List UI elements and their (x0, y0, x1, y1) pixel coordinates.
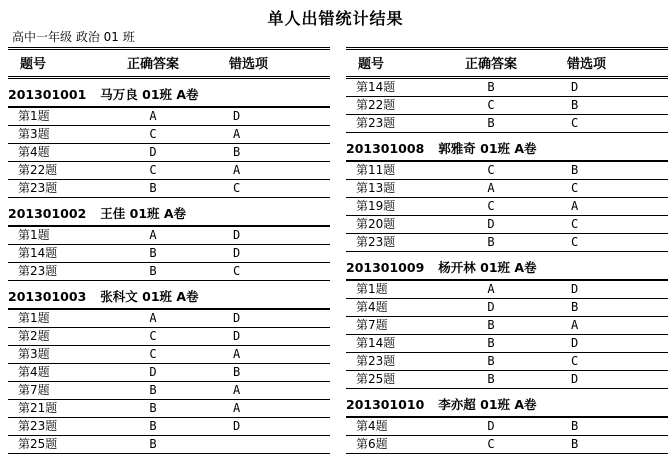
table-row (8, 263, 330, 281)
column-header-wrong-option: 错选项 (229, 57, 269, 72)
correct-answer-cell: B (149, 437, 157, 451)
correct-answer-cell: C (149, 127, 157, 141)
wrong-option-cell (203, 436, 330, 453)
wrong-option-cell: A (233, 401, 241, 415)
table-row (8, 310, 330, 328)
correct-answer-cell: C (487, 437, 495, 451)
question-cell: 第23题 (356, 116, 396, 130)
wrong-option-cell: C (571, 217, 579, 231)
question-cell: 第14题 (356, 336, 396, 350)
question-cell: 第7题 (356, 318, 388, 332)
correct-answer-cell: B (487, 318, 495, 332)
question-cell: 第13题 (356, 181, 396, 195)
correct-answer-cell: B (149, 264, 157, 278)
wrong-option-cell: D (233, 311, 241, 325)
wrong-option-cell: C (233, 181, 241, 195)
correct-answer-cell: A (149, 109, 157, 123)
student-id: 201301010 (346, 397, 425, 412)
column-header-question: 题号 (358, 57, 385, 72)
wrong-option-cell: D (571, 282, 579, 296)
question-cell: 第4题 (18, 365, 50, 379)
table-row (346, 115, 668, 133)
table-row (346, 180, 668, 198)
question-cell: 第1题 (18, 311, 50, 325)
correct-answer-cell: B (149, 383, 157, 397)
question-cell: 第4题 (356, 419, 388, 433)
student-name: 杨开林 01班 A卷 (438, 260, 537, 275)
table-row (8, 328, 330, 346)
right-column (346, 28, 668, 454)
wrong-option-cell: B (233, 145, 241, 159)
correct-answer-cell: C (487, 199, 495, 213)
question-cell: 第23题 (18, 181, 58, 195)
wrong-option-cell: C (571, 116, 579, 130)
student-id: 201301002 (8, 206, 87, 221)
table-row (8, 346, 330, 364)
wrong-option-cell: C (571, 235, 579, 249)
correct-answer-cell: B (487, 235, 495, 249)
student-id: 201301001 (8, 87, 87, 102)
question-cell: 第2题 (18, 329, 50, 343)
table-row (346, 79, 668, 97)
wrong-option-cell: A (571, 199, 579, 213)
student-group-header (8, 281, 330, 310)
question-cell: 第22题 (356, 98, 396, 112)
correct-answer-cell: B (149, 246, 157, 260)
correct-answer-cell: B (149, 181, 157, 195)
correct-answer-cell: B (487, 80, 495, 94)
right-column-spacer (346, 28, 668, 47)
table-row (8, 436, 330, 454)
table-row (8, 144, 330, 162)
table-row (346, 371, 668, 389)
correct-answer-cell: A (487, 282, 495, 296)
class-info: 高中一年级 政治 01 班 (12, 30, 135, 44)
student-id: 201301009 (346, 260, 425, 275)
question-cell: 第1题 (18, 109, 50, 123)
wrong-option-cell: A (571, 318, 579, 332)
two-column-layout (0, 28, 671, 454)
table-row (8, 245, 330, 263)
correct-answer-cell: D (487, 300, 495, 314)
student-name: 王佳 01班 A卷 (100, 206, 187, 221)
question-cell: 第20题 (356, 217, 396, 231)
correct-answer-cell: C (149, 347, 157, 361)
column-header-question: 题号 (20, 57, 47, 72)
question-cell: 第3题 (18, 127, 50, 141)
table-row (8, 180, 330, 198)
question-cell: 第11题 (356, 163, 396, 177)
table-row (8, 126, 330, 144)
column-header-wrong-option: 错选项 (567, 57, 607, 72)
table-row (346, 335, 668, 353)
correct-answer-cell: C (149, 329, 157, 343)
wrong-option-cell: D (233, 246, 241, 260)
correct-answer-cell: A (149, 311, 157, 325)
wrong-option-cell: D (233, 228, 241, 242)
correct-answer-cell: B (487, 354, 495, 368)
correct-answer-cell: B (487, 116, 495, 130)
question-cell: 第3题 (18, 347, 50, 361)
page-title: 单人出错统计结果 (267, 9, 404, 28)
column-header-correct-answer: 正确答案 (126, 57, 179, 72)
question-cell: 第4题 (18, 145, 50, 159)
student-group-header (8, 198, 330, 227)
question-cell: 第23题 (356, 354, 396, 368)
wrong-option-cell: B (233, 365, 241, 379)
wrong-option-cell: D (571, 336, 579, 350)
wrong-option-cell: D (233, 329, 241, 343)
correct-answer-cell: A (487, 181, 495, 195)
table-row (346, 418, 668, 436)
column-header-correct-answer: 正确答案 (464, 57, 517, 72)
question-cell: 第23题 (356, 235, 396, 249)
correct-answer-cell: D (149, 365, 157, 379)
wrong-option-cell: D (571, 372, 579, 386)
wrong-option-cell: C (571, 354, 579, 368)
correct-answer-cell: A (149, 228, 157, 242)
student-name: 李亦超 01班 A卷 (438, 397, 537, 412)
wrong-option-cell: A (233, 163, 241, 177)
wrong-option-cell: C (233, 264, 241, 278)
table-row (346, 216, 668, 234)
wrong-option-cell: A (233, 383, 241, 397)
table-row (346, 317, 668, 335)
table-header-right (346, 47, 668, 79)
correct-answer-cell: D (487, 217, 495, 231)
wrong-option-cell: C (571, 181, 579, 195)
correct-answer-cell: B (487, 336, 495, 350)
correct-answer-cell: C (149, 163, 157, 177)
table-row (346, 436, 668, 454)
table-row (346, 198, 668, 216)
table-row (8, 108, 330, 126)
student-name: 马万良 01班 A卷 (100, 87, 199, 102)
table-row (8, 364, 330, 382)
question-cell: 第21题 (18, 401, 58, 415)
table-row (8, 382, 330, 400)
correct-answer-cell: D (149, 145, 157, 159)
student-id: 201301008 (346, 141, 425, 156)
student-group-header (8, 79, 330, 108)
question-cell: 第25题 (18, 437, 58, 451)
table-row (346, 162, 668, 180)
question-cell: 第1题 (18, 228, 50, 242)
question-cell: 第1题 (356, 282, 388, 296)
wrong-option-cell: B (571, 98, 579, 112)
wrong-option-cell: A (233, 127, 241, 141)
question-cell: 第14题 (18, 246, 58, 260)
question-cell: 第19题 (356, 199, 396, 213)
table-row (346, 234, 668, 252)
wrong-option-cell: A (233, 347, 241, 361)
table-row (346, 97, 668, 115)
table-row (8, 162, 330, 180)
student-name: 郭雅奇 01班 A卷 (438, 141, 537, 156)
correct-answer-cell: B (149, 401, 157, 415)
correct-answer-cell: B (149, 419, 157, 433)
table-header-left (8, 47, 330, 79)
table-row (346, 281, 668, 299)
left-column (8, 28, 330, 454)
student-name: 张科文 01班 A卷 (100, 289, 199, 304)
wrong-option-cell: B (571, 437, 579, 451)
right-column-blocks (346, 79, 668, 454)
wrong-option-cell: B (571, 419, 579, 433)
question-cell: 第14题 (356, 80, 396, 94)
table-row (8, 400, 330, 418)
question-cell: 第7题 (18, 383, 50, 397)
correct-answer-cell: B (487, 372, 495, 386)
table-row (346, 299, 668, 317)
question-cell: 第22题 (18, 163, 58, 177)
correct-answer-cell: C (487, 98, 495, 112)
correct-answer-cell: C (487, 163, 495, 177)
student-id: 201301003 (8, 289, 87, 304)
wrong-option-cell: B (571, 163, 579, 177)
question-cell: 第23题 (18, 264, 58, 278)
table-row (346, 353, 668, 371)
left-column-blocks (8, 79, 330, 454)
question-cell: 第4题 (356, 300, 388, 314)
wrong-option-cell: D (571, 80, 579, 94)
question-cell: 第23题 (18, 419, 58, 433)
table-row (8, 418, 330, 436)
student-group-header (346, 252, 668, 281)
student-group-header (346, 389, 668, 418)
question-cell: 第25题 (356, 372, 396, 386)
student-group-header (346, 133, 668, 162)
wrong-option-cell: D (233, 109, 241, 123)
question-cell: 第6题 (356, 437, 388, 451)
wrong-option-cell: B (571, 300, 579, 314)
table-row (8, 227, 330, 245)
wrong-option-cell: D (233, 419, 241, 433)
correct-answer-cell: D (487, 419, 495, 433)
